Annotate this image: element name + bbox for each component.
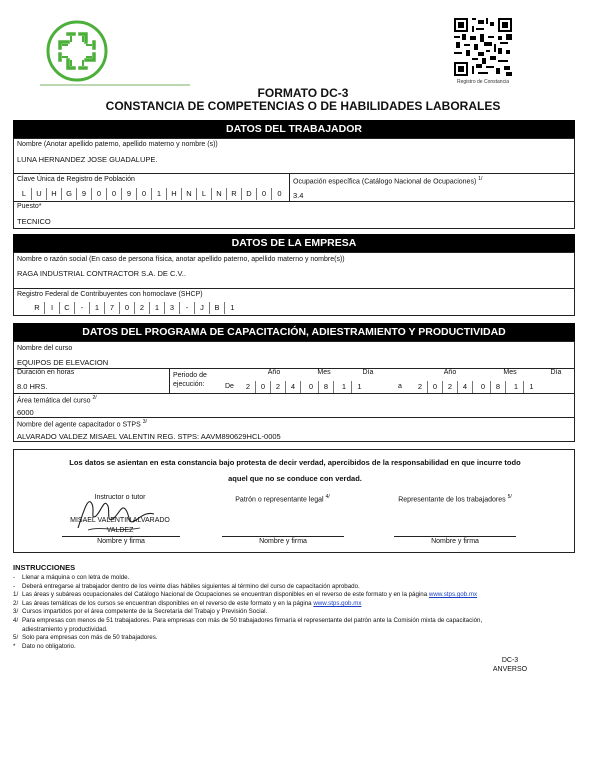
instruction-text: Las áreas y subáreas ocupacionales del Catálogo Nacional de Ocupaciones se encuentran disponibles en el reverso de este formato y en la página bbox=[22, 591, 429, 599]
from-year-digit: 2 bbox=[271, 381, 286, 393]
company-name-label: Nombre o razón social (En caso de persona física, anotar apellido paterno, apellido materno y nombre(s)) bbox=[17, 256, 345, 263]
agent-label bbox=[17, 419, 147, 428]
workers-rep-footnote-mark: 5/ bbox=[507, 494, 512, 500]
divider bbox=[13, 417, 575, 418]
instructor-signature-line bbox=[62, 536, 180, 537]
char-cell: I bbox=[45, 302, 60, 314]
instruction-mark: 1/ bbox=[13, 591, 19, 599]
position-label: Puesto* bbox=[17, 203, 42, 210]
divider bbox=[13, 368, 575, 369]
instruction-text: Las áreas temáticas de los cursos se encuentran disponibles en el reverso de este formato y en la página bbox=[22, 599, 314, 607]
employer-label bbox=[215, 494, 350, 503]
divider bbox=[13, 173, 575, 174]
from-month-heading: Mes bbox=[317, 369, 331, 376]
cross-logo-icon bbox=[46, 20, 108, 82]
char-cell: G bbox=[62, 188, 77, 200]
divider bbox=[13, 393, 575, 394]
employer-name-sign-label: Nombre y firma bbox=[259, 538, 307, 545]
from-month-digit: 8 bbox=[319, 381, 334, 393]
agent-value: ALVARADO VALDEZ MISAEL VALENTIN REG. STPS: AAVM890629HCL-0005 bbox=[17, 432, 281, 441]
instruction-item bbox=[13, 634, 158, 641]
char-cell: 3 bbox=[165, 302, 180, 314]
to-year-heading: Año bbox=[443, 369, 457, 376]
instruction-mark: - bbox=[13, 574, 16, 581]
instruction-text: adiestramiento y productividad. bbox=[22, 625, 108, 633]
char-cell: 1 bbox=[90, 302, 105, 314]
from-day-digit: 1 bbox=[337, 381, 352, 393]
char-cell: D bbox=[242, 188, 257, 200]
period-to-date bbox=[413, 381, 539, 393]
duration-value: 8.0 HRS. bbox=[17, 382, 48, 391]
instruction-text: Para empresas con menos de 51 trabajadores. Para empresas con más de 50 trabajadores firmaría el representante del patrón ante la Comisión mixta de capacitación, bbox=[22, 617, 483, 624]
instruction-text: Cursos impartidos por el área competente de la Secretaría del Trabajo y Previsión Social. bbox=[22, 608, 268, 616]
to-month-digit: 8 bbox=[491, 381, 506, 393]
instruction-mark: 2/ bbox=[13, 599, 19, 607]
instruction-mark: * bbox=[13, 642, 16, 650]
char-cell: N bbox=[182, 188, 197, 200]
to-day-digit: 1 bbox=[529, 382, 534, 391]
char-cell: 9 bbox=[122, 188, 137, 200]
char-cell: L bbox=[197, 188, 212, 200]
from-day-digit: 1 bbox=[357, 382, 362, 391]
char-cell: 0 bbox=[257, 188, 272, 200]
instruction-text: Deberá entregarse al trabajador dentro de los veinte días hábiles siguientes al término del curso de capacitación aprobado. bbox=[22, 582, 360, 590]
worker-name-value: LUNA HERNANDEZ JOSE GUADALUPE. bbox=[17, 155, 158, 164]
char-cell: 2 bbox=[135, 302, 150, 314]
char-cell: - bbox=[75, 302, 90, 314]
char-cell: - bbox=[180, 302, 195, 314]
to-month-digit: 0 bbox=[476, 381, 491, 393]
instruction-mark: 5/ bbox=[13, 634, 19, 642]
char-cell: L bbox=[17, 188, 32, 200]
rfc-field bbox=[30, 302, 240, 314]
instructor-name-line2: VALDEZ bbox=[106, 527, 134, 534]
company-section-heading: DATOS DE LA EMPRESA bbox=[13, 234, 575, 252]
employer-label-text: Patrón o representante legal bbox=[235, 496, 324, 504]
period-label-line1: Periodo de bbox=[173, 372, 207, 379]
char-cell: 1 bbox=[150, 302, 165, 314]
occupation-footnote-mark: 1/ bbox=[478, 176, 483, 182]
instruction-item bbox=[13, 626, 108, 633]
char-cell: 0 bbox=[137, 188, 152, 200]
char-cell: 9 bbox=[77, 188, 92, 200]
agent-label-text: Nombre del agente capacitador o STPS bbox=[17, 421, 141, 429]
instruction-item bbox=[13, 608, 267, 615]
workers-rep-name-sign-label: Nombre y firma bbox=[431, 538, 479, 545]
qr-caption: Registro de Constancia bbox=[457, 79, 509, 85]
stps-link[interactable]: www.stps.gob.mx bbox=[313, 599, 362, 607]
employer-signature-line bbox=[222, 536, 344, 537]
to-day-digit: 1 bbox=[509, 381, 524, 393]
position-value: TECNICO bbox=[17, 217, 51, 226]
company-name-value: RAGA INDUSTRIAL CONTRACTOR S.A. DE C.V.. bbox=[17, 269, 186, 278]
workers-rep-signature-line bbox=[394, 536, 516, 537]
char-cell: J bbox=[195, 302, 210, 314]
char-cell: 0 bbox=[107, 188, 122, 200]
area-label-text: Área temática del curso bbox=[17, 397, 91, 405]
occupation-label-text: Ocupación específica (Catálogo Nacional de Ocupaciones) bbox=[293, 178, 477, 186]
instruction-text: Solo para empresas con más de 50 trabajadores. bbox=[22, 634, 158, 642]
qr-code-icon bbox=[454, 18, 512, 76]
to-year-digit: 0 bbox=[428, 381, 443, 393]
char-cell: U bbox=[32, 188, 47, 200]
from-year-heading: Año bbox=[267, 369, 281, 376]
agent-footnote-mark: 3/ bbox=[142, 419, 147, 425]
instruction-mark: 4/ bbox=[13, 617, 19, 624]
from-year-digit: 0 bbox=[256, 381, 271, 393]
from-day-heading: Día bbox=[362, 369, 374, 376]
form-subtitle: CONSTANCIA DE COMPETENCIAS O DE HABILIDADES LABORALES bbox=[105, 99, 501, 113]
instructor-name: MISAEL VALENTIN ALVARADO bbox=[70, 517, 170, 524]
instruction-item bbox=[13, 583, 360, 590]
instructions-title: INSTRUCCIONES bbox=[13, 563, 76, 572]
to-year-digit: 4 bbox=[458, 381, 473, 393]
footer-code: DC-3 bbox=[501, 657, 519, 664]
instruction-item bbox=[13, 574, 129, 581]
char-cell: 1 bbox=[230, 303, 235, 312]
area-footnote-mark: 2/ bbox=[92, 395, 97, 401]
instructor-name-sign-label: Nombre y firma bbox=[97, 538, 145, 545]
worker-name-label: Nombre (Anotar apellido paterno, apellido materno y nombre (s)) bbox=[17, 141, 218, 148]
char-cell: H bbox=[47, 188, 62, 200]
curp-field bbox=[17, 188, 287, 200]
char-cell: R bbox=[30, 302, 45, 314]
char-cell: C bbox=[60, 302, 75, 314]
curp-label: Clave Única de Registro de Población bbox=[17, 176, 135, 183]
instruction-item bbox=[13, 600, 361, 607]
instruction-item bbox=[13, 643, 76, 650]
char-cell: 0 bbox=[277, 189, 282, 198]
period-to-label: a bbox=[398, 383, 402, 390]
workers-rep-label bbox=[380, 494, 530, 503]
instruction-mark: 3/ bbox=[13, 608, 19, 616]
char-cell: H bbox=[167, 188, 182, 200]
area-label bbox=[17, 395, 97, 404]
char-cell: 0 bbox=[120, 302, 135, 314]
course-name-label: Nombre del curso bbox=[17, 345, 73, 352]
period-label-line2: ejecución: bbox=[173, 381, 205, 388]
declaration-line1: Los datos se asientan en esta constancia bajo protesta de decir verdad, apercibidos de la responsabilidad en que incurre todo bbox=[69, 458, 521, 467]
instruction-mark: - bbox=[13, 582, 16, 590]
workers-rep-label-text: Representante de los trabajadores bbox=[398, 496, 506, 504]
period-from-date bbox=[241, 381, 367, 393]
char-cell: N bbox=[212, 188, 227, 200]
char-cell: 7 bbox=[105, 302, 120, 314]
declaration-line2: aquel que no se conduce con verdad. bbox=[228, 474, 362, 483]
duration-label: Duración en horas bbox=[17, 369, 75, 376]
instruction-item bbox=[13, 617, 482, 624]
instruction-text: Llenar a máquina o con letra de molde. bbox=[22, 574, 130, 581]
to-day-heading: Día bbox=[550, 369, 562, 376]
area-value: 6000 bbox=[17, 408, 34, 417]
occupation-value: 3.4 bbox=[293, 191, 304, 200]
divider bbox=[289, 173, 290, 201]
instructor-label: Instructor o tutor bbox=[94, 494, 146, 501]
footer-side: ANVERSO bbox=[492, 666, 528, 673]
char-cell: B bbox=[210, 302, 225, 314]
from-year-digit: 4 bbox=[286, 381, 301, 393]
program-section-heading: DATOS DEL PROGRAMA DE CAPACITACIÓN, ADIESTRAMIENTO Y PRODUCTIVIDAD bbox=[13, 323, 575, 341]
instruction-item bbox=[13, 591, 477, 598]
from-month-digit: 0 bbox=[304, 381, 319, 393]
char-cell: 0 bbox=[92, 188, 107, 200]
to-year-digit: 2 bbox=[443, 381, 458, 393]
form-title: FORMATO DC-3 bbox=[257, 86, 349, 100]
divider bbox=[13, 201, 575, 202]
period-from-label: De bbox=[225, 383, 234, 390]
stps-link[interactable]: www.stps.gob.mx bbox=[428, 591, 478, 599]
char-cell: R bbox=[227, 188, 242, 200]
divider bbox=[169, 368, 170, 393]
from-year-digit: 2 bbox=[241, 381, 256, 393]
to-month-heading: Mes bbox=[503, 369, 517, 376]
to-year-digit: 2 bbox=[413, 381, 428, 393]
employer-footnote-mark: 4/ bbox=[325, 494, 330, 500]
instruction-text: Dato no obligatorio. bbox=[22, 642, 76, 650]
rfc-label: Registro Federal de Contribuyentes con homoclave (SHCP) bbox=[17, 291, 203, 298]
course-name-value: EQUIPOS DE ELEVACION bbox=[17, 358, 109, 367]
divider bbox=[13, 288, 575, 289]
worker-section-heading: DATOS DEL TRABAJADOR bbox=[13, 120, 575, 138]
occupation-label bbox=[293, 176, 482, 185]
char-cell: 1 bbox=[152, 188, 167, 200]
